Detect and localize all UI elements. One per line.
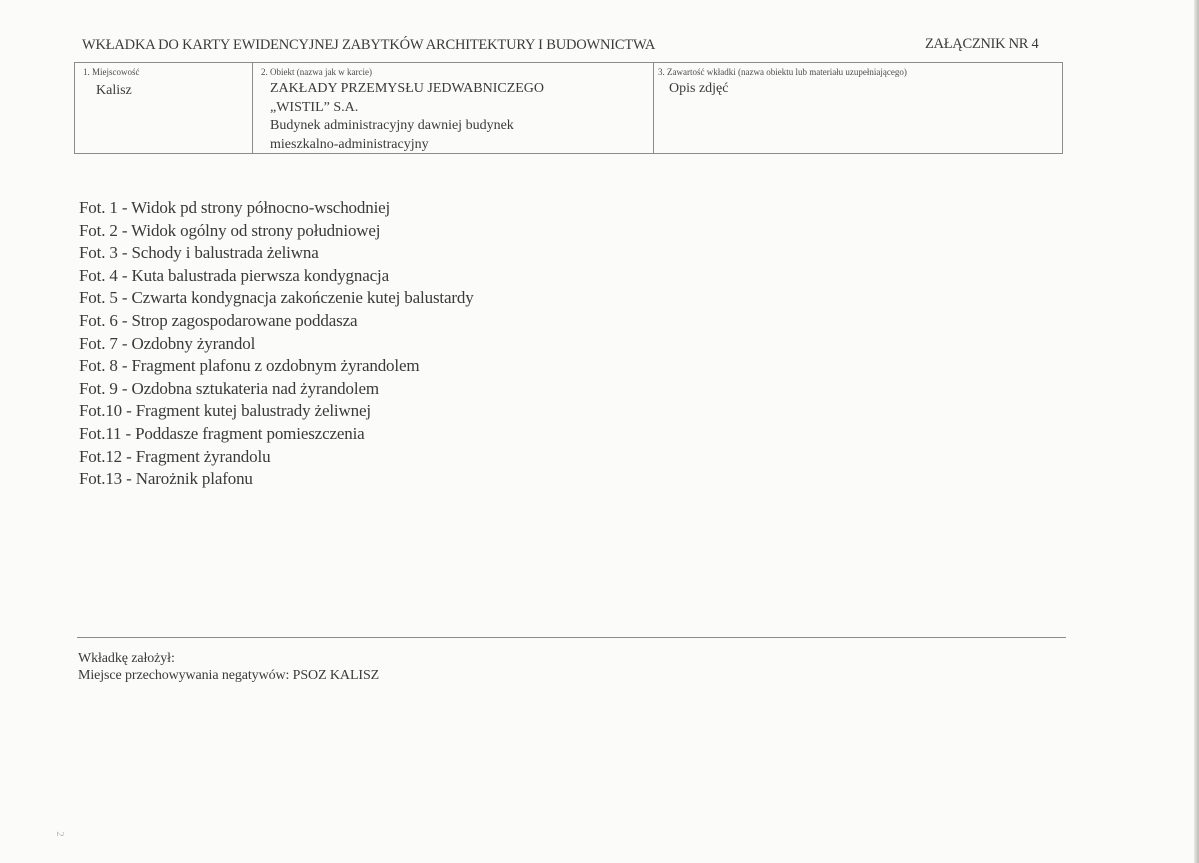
photo-item: Fot. 8 - Fragment plafonu z ozdobnym żyrandolem xyxy=(79,356,420,376)
object-line: „WISTIL” S.A. xyxy=(270,99,359,115)
locality-label: 1. Miejscowość xyxy=(83,67,140,77)
photo-item: Fot. 1 - Widok pd strony północno-wschodniej xyxy=(79,198,391,217)
photo-item: Fot.12 - Fragment żyrandolu xyxy=(79,446,271,466)
document-title: WKŁADKA DO KARTY EWIDENCYJNEJ ZABYTKÓW ARCHITEKTURY I BUDOWNICTWA xyxy=(82,37,656,53)
content-cell xyxy=(654,63,1062,153)
photo-item: Fot.13 - Narożnik plafonu xyxy=(79,469,253,489)
photo-item: Fot. 5 - Czwarta kondygnacja zakończenie kutej balustardy xyxy=(79,288,474,308)
photo-item: Fot.11 - Poddasze fragment pomieszczenia xyxy=(79,423,365,443)
object-line: ZAKŁADY PRZEMYSŁU JEDWABNICZEGO xyxy=(270,81,545,96)
photo-item: Fot.10 - Fragment kutej balustrady żeliwnej xyxy=(79,401,371,421)
negatives-storage-line: Miejsce przechowywania negatywów: PSOZ KALISZ xyxy=(78,668,380,683)
scan-edge xyxy=(1194,0,1199,863)
photo-list xyxy=(79,197,474,491)
created-by-line: Wkładkę założył: xyxy=(78,651,175,666)
annex-number: ZAŁĄCZNIK NR 4 xyxy=(925,36,1039,52)
object-cell xyxy=(253,63,654,153)
content-value: Opis zdjęć xyxy=(669,81,729,96)
locality-cell xyxy=(75,63,253,153)
photo-item: Fot. 2 - Widok ogólny od strony południowej xyxy=(79,220,381,240)
photo-item: Fot. 9 - Ozdobna sztukateria nad żyrandolem xyxy=(79,378,379,398)
object-value xyxy=(270,80,544,154)
photo-item: Fot. 6 - Strop zagospodarowane poddasza xyxy=(79,310,358,330)
object-line: mieszkalno-administracyjny xyxy=(270,136,429,152)
content-label: 3. Zawartość wkładki (nazwa obiektu lub materiału uzupełniającego) xyxy=(658,67,907,77)
page-mark: 2 xyxy=(53,831,66,837)
object-line: Budynek administracyjny dawniej budynek xyxy=(270,118,514,133)
object-label: 2. Obiekt (nazwa jak w karcie) xyxy=(261,67,372,77)
photo-item: Fot. 3 - Schody i balustrada żeliwna xyxy=(79,243,319,263)
photo-item: Fot. 4 - Kuta balustrada pierwsza kondygnacja xyxy=(79,265,390,285)
info-table xyxy=(74,62,1063,154)
photo-item: Fot. 7 - Ozdobny żyrandol xyxy=(79,333,256,353)
footer-divider xyxy=(77,637,1066,638)
locality-value: Kalisz xyxy=(96,83,132,98)
